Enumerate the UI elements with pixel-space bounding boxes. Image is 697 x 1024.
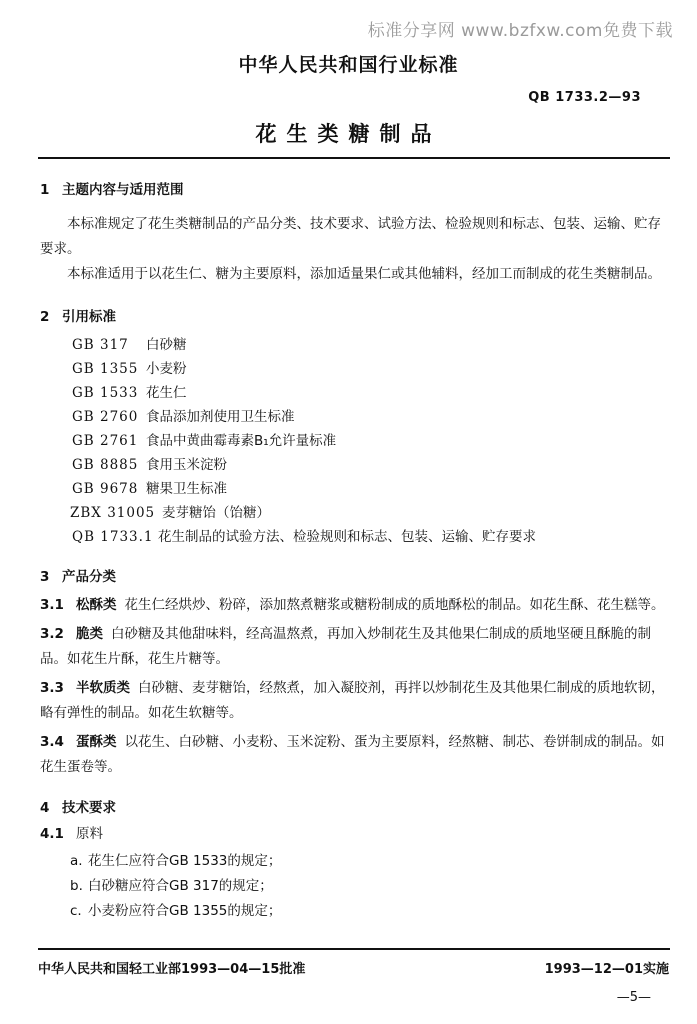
ref-name: 食品添加剂使用卫生标准 — [146, 409, 295, 425]
ref-code: GB 9678 — [72, 481, 139, 497]
item-letter: a. — [70, 853, 83, 869]
list-item — [72, 525, 670, 549]
standard-code: QB 1733.2—93 — [528, 90, 641, 105]
footer-rule — [38, 948, 670, 950]
clause-term: 蛋酥类 — [76, 734, 117, 750]
clause — [40, 676, 670, 726]
ref-name: 花生仁 — [146, 385, 187, 401]
ref-name: 糖果卫生标准 — [146, 481, 227, 497]
clause-term: 半软质类 — [76, 680, 130, 696]
item-letter: b. — [70, 878, 83, 894]
list-item — [72, 429, 670, 453]
document-title: 花生类糖制品 — [255, 122, 442, 146]
ref-code: GB 8885 — [72, 457, 139, 473]
ref-code: GB 317 — [72, 337, 129, 353]
section-number: 3 — [40, 569, 50, 585]
ref-code: GB 1533 — [72, 385, 139, 401]
ref-name: 小麦粉 — [146, 361, 187, 377]
clause-number: 3.4 — [40, 734, 64, 750]
org-title: 中华人民共和国行业标准 — [238, 54, 459, 76]
item-letter: c. — [70, 903, 82, 919]
ref-code: QB 1733.1 — [72, 529, 154, 545]
clause-text: 白砂糖及其他甜味料，经高温熬煮，再加入炒制花生及其他果仁制成的质地坚硬且酥脆的制品。如花生片酥，花生片糖等。 — [40, 626, 651, 667]
list-item — [72, 381, 670, 405]
list-item — [40, 874, 670, 899]
section-title: 产品分类 — [62, 569, 116, 585]
clause — [40, 822, 670, 847]
ref-code: ZBX 31005 — [70, 505, 156, 521]
ref-name: 麦芽糖饴（饴糖） — [162, 505, 270, 521]
ref-code: GB 2761 — [72, 433, 139, 449]
section-title: 技术要求 — [62, 800, 116, 816]
clause-text: 白砂糖、麦芽糖饴，经熬煮，加入凝胶剂，再拌以炒制花生及其他果仁制成的质地软韧，略有弹性的制品。如花生软糖等。 — [40, 680, 665, 721]
section-number: 2 — [40, 309, 50, 325]
list-item — [72, 357, 670, 381]
list-item — [70, 501, 670, 525]
requirement-list — [40, 849, 670, 924]
clause-number: 3.1 — [40, 597, 64, 613]
page-number: —5— — [616, 990, 651, 1005]
clause-number: 4.1 — [40, 826, 64, 842]
section-heading — [40, 796, 670, 816]
item-text: 花生仁应符合GB 1533的规定； — [88, 853, 282, 869]
section-3 — [40, 565, 670, 780]
clause — [40, 730, 670, 780]
paragraph: 本标准适用于以花生仁、糖为主要原料，添加适量果仁或其他辅料，经加工而制成的花生类糖制品。 — [67, 266, 661, 282]
clause-text: 以花生、白砂糖、小麦粉、玉米淀粉、蛋为主要原料，经熬糖、制芯、卷饼制成的制品。如花生蛋卷等。 — [40, 734, 665, 775]
clause — [40, 593, 670, 618]
ref-name: 白砂糖 — [146, 337, 187, 353]
section-2 — [40, 305, 670, 549]
approval-note: 中华人民共和国轻工业部1993—04—15批准 — [38, 962, 306, 977]
section-4 — [40, 796, 670, 924]
clause-text: 花生仁经烘炒、粉碎，添加熬煮糖浆或糖粉制成的质地酥松的制品。如花生酥、花生糕等。 — [124, 597, 665, 613]
ref-code: GB 2760 — [72, 409, 139, 425]
list-item — [72, 405, 670, 429]
ref-name: 食品中黄曲霉毒素B₁允许量标准 — [146, 433, 337, 449]
ref-name: 食用玉米淀粉 — [146, 457, 227, 473]
clause-term: 脆类 — [76, 626, 103, 642]
clause-number: 3.3 — [40, 680, 64, 696]
section-heading — [40, 565, 670, 585]
item-text: 白砂糖应符合GB 317的规定； — [88, 878, 273, 894]
section-1 — [40, 178, 670, 287]
clause — [40, 622, 670, 672]
list-item — [40, 849, 670, 874]
ref-code: GB 1355 — [72, 361, 139, 377]
section-heading — [40, 305, 670, 325]
clause-number: 3.2 — [40, 626, 64, 642]
list-item — [72, 453, 670, 477]
paragraph: 本标准规定了花生类糖制品的产品分类、技术要求、试验方法、检验规则和标志、包装、运输、贮存要求。 — [40, 216, 661, 257]
reference-list — [40, 333, 670, 549]
item-text: 小麦粉应符合GB 1355的规定； — [88, 903, 282, 919]
section-heading — [40, 178, 670, 198]
watermark: 标准分享网 www.bzfxw.com免费下载 — [367, 21, 673, 41]
list-item — [40, 899, 670, 924]
section-number: 4 — [40, 800, 50, 816]
header-rule — [38, 157, 670, 159]
section-title: 主题内容与适用范围 — [62, 182, 184, 198]
list-item — [72, 333, 670, 357]
clause-term: 松酥类 — [76, 597, 117, 613]
list-item — [72, 477, 670, 501]
ref-name: 花生制品的试验方法、检验规则和标志、包装、运输、贮存要求 — [158, 529, 536, 545]
clause-title: 原料 — [76, 826, 103, 842]
section-number: 1 — [40, 182, 50, 198]
effective-date: 1993—12—01实施 — [544, 962, 669, 977]
document-body — [40, 178, 670, 924]
section-title: 引用标准 — [62, 309, 116, 325]
